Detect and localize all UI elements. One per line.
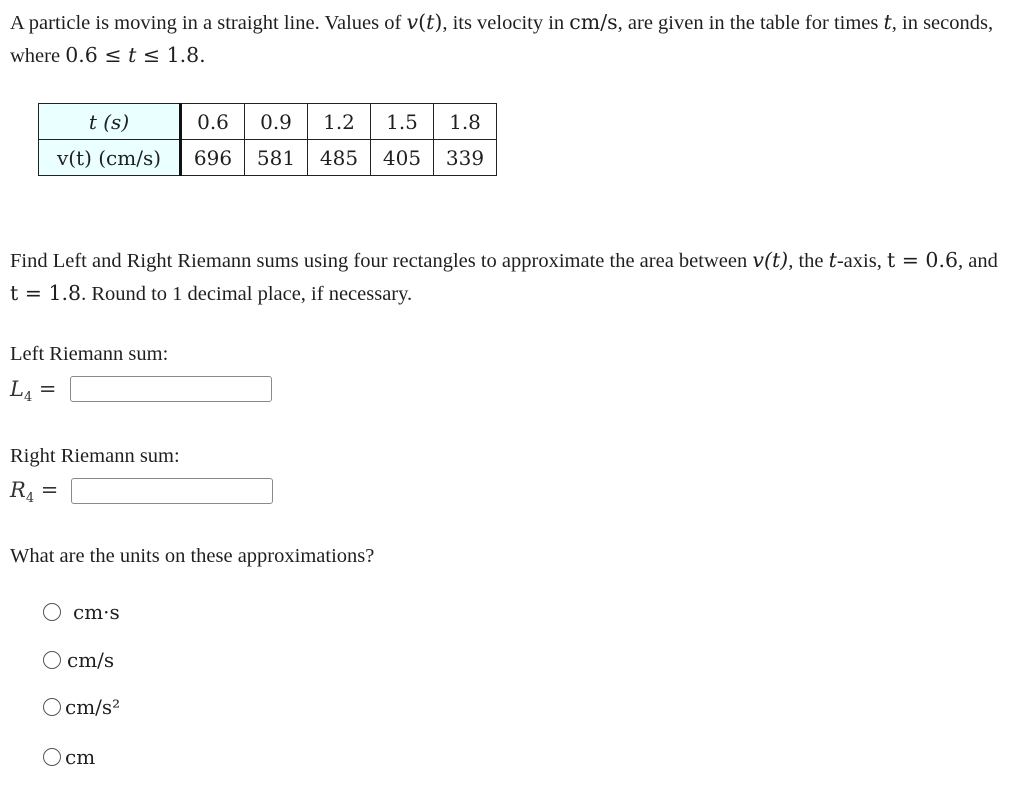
time-cell: 0.9 bbox=[245, 104, 308, 140]
unit-option-cm-s[interactable]: cm·s bbox=[43, 600, 120, 624]
radio-button[interactable] bbox=[43, 748, 61, 766]
units-question: What are the units on these approximations? bbox=[10, 545, 375, 567]
time-cell: 1.8 bbox=[434, 104, 497, 140]
radio-button[interactable] bbox=[43, 603, 61, 621]
velocity-row bbox=[39, 140, 497, 176]
velocity-cell: 405 bbox=[371, 140, 434, 176]
velocity-cell: 339 bbox=[434, 140, 497, 176]
time-cell: 1.2 bbox=[308, 104, 371, 140]
radio-button[interactable] bbox=[43, 698, 61, 716]
velocity-cell: 581 bbox=[245, 140, 308, 176]
left-sum-label: Left Riemann sum: bbox=[10, 343, 169, 365]
intro-text: A particle is moving in a straight line. Values of v(t), its velocity in cm/s, are given in the table for times t, in seconds, where 0.6 ≤ t ≤ 1.8. bbox=[10, 10, 994, 67]
right-sum-equation: $R_4$ = bbox=[10, 478, 59, 507]
velocity-table bbox=[38, 103, 497, 176]
unit-option-cm-per-s-squared[interactable]: cm/s² bbox=[43, 695, 120, 719]
right-sum-input[interactable] bbox=[71, 478, 273, 504]
unit-option-cm[interactable]: cm bbox=[43, 745, 95, 769]
left-sum-input[interactable] bbox=[70, 376, 272, 402]
time-header: t (s) bbox=[39, 104, 181, 140]
left-sum-equation: $L_4$ = bbox=[10, 377, 57, 406]
velocity-cell: 696 bbox=[181, 140, 245, 176]
unit-option-cm-per-s[interactable]: cm/s bbox=[43, 648, 114, 672]
time-cell: 0.6 bbox=[181, 104, 245, 140]
time-row bbox=[39, 104, 497, 140]
velocity-header: v(t) (cm/s) bbox=[39, 140, 181, 176]
right-sum-label: Right Riemann sum: bbox=[10, 445, 180, 467]
velocity-cell: 485 bbox=[308, 140, 371, 176]
question-text: Find Left and Right Riemann sums using four rectangles to approximate the area between v(t), the t-axis, t = 0.6, and t = 1.8. Round to 1 decimal place, if necessary. bbox=[10, 248, 998, 305]
radio-button[interactable] bbox=[43, 651, 61, 669]
time-cell: 1.5 bbox=[371, 104, 434, 140]
